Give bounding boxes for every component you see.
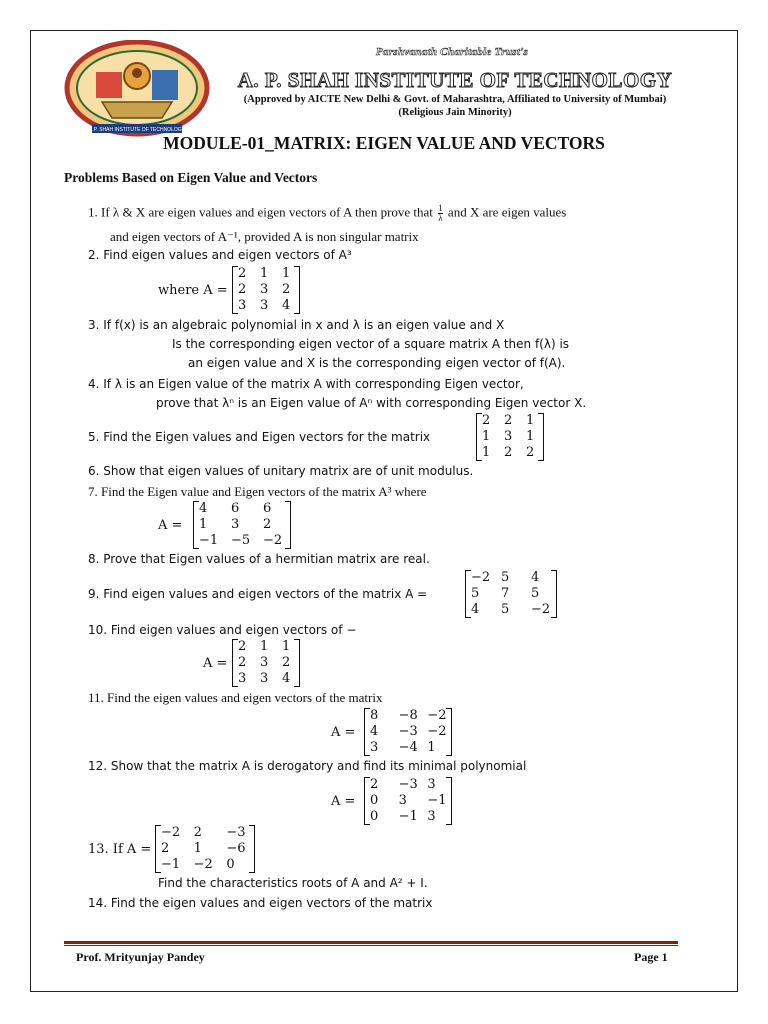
question-1-line-2: and eigen vectors of A⁻¹, provided A is non singular matrix (110, 229, 419, 244)
question-14: 14. Find the eigen values and eigen vectors of the matrix (88, 896, 433, 910)
matrix-cell: 2 (238, 266, 247, 281)
q12-lhs: A = (331, 794, 356, 809)
q11-matrix (364, 708, 452, 756)
matrix-cell: 3 (370, 740, 379, 755)
matrix-cell: 1 (482, 429, 491, 444)
matrix-cell: −1 (427, 793, 447, 808)
matrix-cell: 3 (427, 777, 436, 792)
q1-text-b: and X are eigen values (444, 204, 567, 220)
matrix-cell: 4 (531, 570, 540, 585)
matrix-cell: −2 (427, 708, 447, 723)
matrix-cell: 4 (370, 724, 379, 739)
institute-logo (62, 40, 212, 138)
matrix-cell: 1 (482, 445, 491, 460)
approval-line: (Approved by AICTE New Delhi & Govt. of Maharashtra, Affiliated to University of Mumbai) (243, 94, 667, 105)
matrix-cell: 4 (199, 501, 208, 516)
question-5: 5. Find the Eigen values and Eigen vectors for the matrix (88, 430, 431, 444)
matrix-cell: 1 (260, 639, 269, 654)
matrix-cell: 2 (161, 841, 170, 856)
footer-rule (64, 941, 678, 944)
q2-matrix (232, 266, 300, 314)
q13-matrix (155, 825, 255, 873)
question-13-line-2: Find the characteristics roots of A and A² + I. (158, 876, 428, 890)
question-11: 11. Find the eigen values and eigen vectors of the matrix (88, 690, 383, 705)
matrix-cell: 3 (260, 671, 269, 686)
matrix-cell: 3 (260, 655, 269, 670)
matrix-cell: 2 (238, 639, 247, 654)
question-3-line-1: 3. If f(x) is an algebraic polynomial in x and λ is an eigen value and X (88, 318, 505, 332)
matrix-cell: 1 (427, 740, 436, 755)
matrix-cell: 7 (501, 586, 510, 601)
matrix-cell: 5 (501, 570, 510, 585)
section-heading: Problems Based on Eigen Value and Vectors (64, 170, 318, 185)
matrix-cell: 1 (526, 429, 535, 444)
q12-matrix (364, 777, 452, 825)
q1-frac-num: 1 (438, 203, 443, 213)
matrix-cell: 2 (238, 655, 247, 670)
matrix-cell: −3 (398, 777, 418, 792)
matrix-cell: −2 (471, 570, 491, 585)
matrix-cell: 1 (526, 413, 535, 428)
matrix-cell: −5 (231, 533, 251, 548)
question-1-line-1 (88, 204, 566, 223)
matrix-cell: −2 (263, 533, 283, 548)
matrix-cell: 2 (370, 777, 379, 792)
matrix-cell: −3 (226, 825, 246, 840)
question-12: 12. Show that the matrix A is derogatory and find its minimal polynomial (88, 759, 527, 773)
matrix-cell: −1 (398, 809, 418, 824)
question-9: 9. Find eigen values and eigen vectors of the matrix A = (88, 587, 428, 601)
matrix-cell: −6 (226, 841, 246, 856)
q7-lhs: A = (158, 518, 183, 533)
logo-caption: A.P. SHAH INSTITUTE OF TECHNOLOGY (89, 127, 185, 133)
matrix-cell: 2 (193, 825, 202, 840)
matrix-cell: 5 (501, 602, 510, 617)
matrix-cell: 1 (282, 639, 291, 654)
matrix-cell: 3 (427, 809, 436, 824)
footer-author: Prof. Mrityunjay Pandey (76, 950, 205, 964)
matrix-cell: −4 (398, 740, 418, 755)
matrix-cell: 5 (531, 586, 540, 601)
matrix-cell: 2 (238, 282, 247, 297)
matrix-cell: 0 (226, 857, 235, 872)
matrix-cell: 4 (471, 602, 480, 617)
matrix-cell: 0 (370, 809, 379, 824)
q1-frac-den: λ (438, 213, 443, 223)
question-8: 8. Prove that Eigen values of a hermitian matrix are real. (88, 552, 430, 566)
question-2: 2. Find eigen values and eigen vectors of A³ (88, 248, 352, 262)
matrix-cell: −1 (199, 533, 219, 548)
q1-text-a: 1. If λ & X are eigen values and eigen vectors of A then prove that (88, 204, 437, 220)
question-6: 6. Show that eigen values of unitary matrix are of unit modulus. (88, 464, 474, 478)
q9-matrix (465, 570, 557, 618)
matrix-cell: 4 (282, 298, 291, 313)
footer-page-number: Page 1 (634, 950, 668, 964)
matrix-cell: 3 (231, 517, 240, 532)
question-3-line-3: an eigen value and X is the corresponding eigen vector of f(A). (188, 356, 566, 370)
matrix-cell: −2 (427, 724, 447, 739)
question-4-line-2: prove that λⁿ is an Eigen value of Aⁿ with corresponding Eigen vector X. (156, 396, 587, 410)
matrix-cell: 3 (238, 671, 247, 686)
matrix-cell: 1 (193, 841, 202, 856)
question-7: 7. Find the Eigen value and Eigen vectors of the matrix A³ where (88, 484, 427, 499)
q11-lhs: A = (331, 725, 356, 740)
matrix-cell: 2 (282, 282, 291, 297)
matrix-cell: 1 (260, 266, 269, 281)
minority-line: (Religious Jain Minority) (398, 107, 512, 118)
matrix-cell: 8 (370, 708, 379, 723)
matrix-cell: 2 (526, 445, 535, 460)
institute-name: A. P. SHAH INSTITUTE OF TECHNOLOGY (237, 68, 673, 92)
matrix-cell: −2 (531, 602, 551, 617)
matrix-cell: 4 (282, 671, 291, 686)
matrix-cell: −8 (398, 708, 418, 723)
matrix-cell: 3 (260, 298, 269, 313)
matrix-cell: 2 (263, 517, 272, 532)
question-4-line-1: 4. If λ is an Eigen value of the matrix A with corresponding Eigen vector, (88, 377, 524, 391)
matrix-cell: 5 (471, 586, 480, 601)
q5-matrix (476, 413, 544, 461)
matrix-cell: 2 (482, 413, 491, 428)
matrix-cell: −1 (161, 857, 181, 872)
matrix-cell: 1 (199, 517, 208, 532)
footer-rule-thin (64, 945, 678, 946)
matrix-cell: −2 (193, 857, 213, 872)
matrix-cell: 6 (263, 501, 272, 516)
q10-lhs: A = (203, 656, 228, 671)
q2-where-label: where A = (158, 283, 228, 298)
matrix-cell: −3 (398, 724, 418, 739)
matrix-cell: 3 (398, 793, 407, 808)
q10-matrix (232, 639, 300, 687)
page-title: MODULE-01_MATRIX: EIGEN VALUE AND VECTORS (163, 133, 605, 153)
question-10: 10. Find eigen values and eigen vectors of − (88, 623, 357, 637)
q7-matrix (193, 501, 291, 549)
q13-lhs: 13. If A = (88, 842, 152, 857)
matrix-cell: 3 (504, 429, 513, 444)
matrix-cell: −2 (161, 825, 181, 840)
matrix-cell: 2 (504, 445, 513, 460)
matrix-cell: 0 (370, 793, 379, 808)
matrix-cell: 3 (238, 298, 247, 313)
matrix-cell: 2 (282, 655, 291, 670)
trust-name: Parshvanath Charitable Trust's (375, 46, 529, 58)
matrix-cell: 2 (504, 413, 513, 428)
matrix-cell: 6 (231, 501, 240, 516)
question-3-line-2: Is the corresponding eigen vector of a square matrix A then f(λ) is (172, 337, 570, 351)
matrix-cell: 3 (260, 282, 269, 297)
matrix-cell: 1 (282, 266, 291, 281)
